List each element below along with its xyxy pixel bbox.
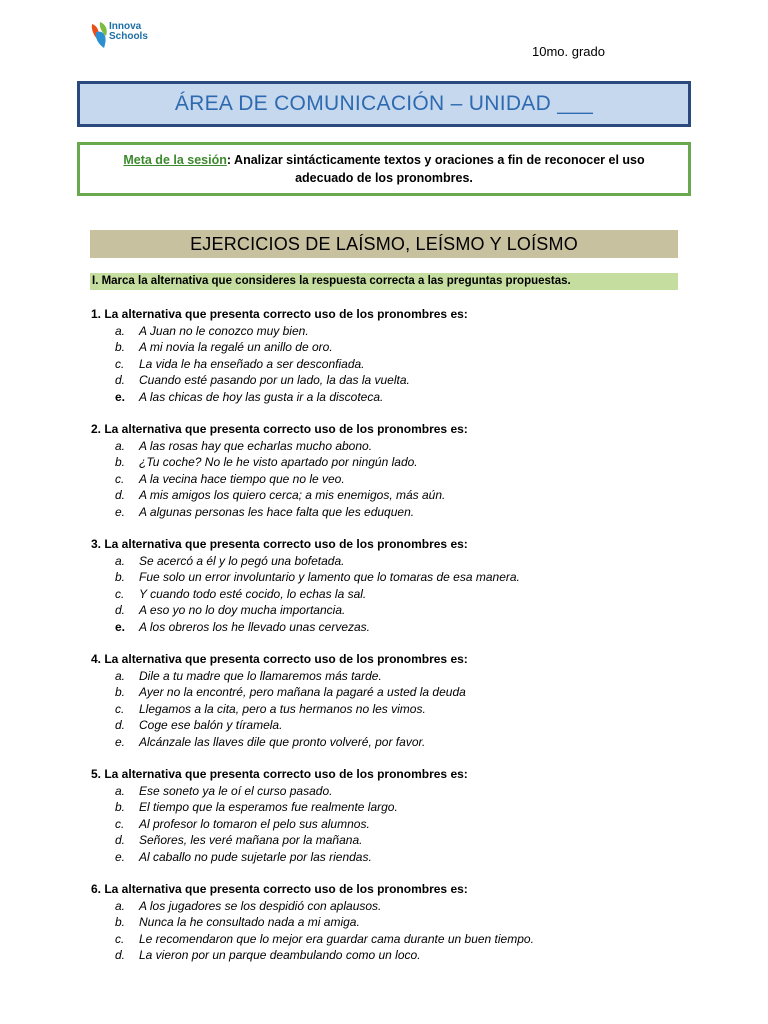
answer-option bbox=[91, 553, 691, 570]
option-text: A eso yo no lo doy mucha importancia. bbox=[139, 603, 346, 617]
option-text: Dile a tu madre que lo llamaremos más tarde. bbox=[139, 668, 382, 683]
option-text: Ese soneto ya le oí el curso pasado. bbox=[139, 783, 333, 798]
option-letter: d. bbox=[115, 718, 126, 732]
area-title-box bbox=[77, 81, 691, 127]
option-text: Fue solo un error involuntario y lamento que lo tomaras de esa manera. bbox=[139, 570, 520, 584]
question-block bbox=[91, 766, 691, 865]
session-goal-label: Meta de la sesión bbox=[123, 153, 227, 167]
option-letter: c. bbox=[115, 586, 125, 601]
answer-option bbox=[91, 323, 691, 340]
option-letter: d. bbox=[115, 603, 126, 617]
answer-option bbox=[91, 816, 691, 833]
option-text: Y cuando todo esté cocido, lo echas la sal. bbox=[139, 586, 367, 601]
option-letter: a. bbox=[115, 898, 126, 913]
exercise-title: EJERCICIOS DE LAÍSMO, LEÍSMO Y LOÍSMO bbox=[190, 233, 578, 254]
option-letter: e. bbox=[115, 389, 126, 404]
option-letter: e. bbox=[115, 504, 126, 519]
exercise-title-band bbox=[90, 230, 678, 258]
option-text: A los jugadores se los despidió con aplausos. bbox=[139, 898, 382, 913]
option-letter: b. bbox=[115, 915, 126, 929]
answer-option bbox=[91, 504, 691, 521]
option-text: A mi novia la regalé un anillo de oro. bbox=[139, 340, 333, 354]
option-text: Cuando esté pasando por un lado, la das la vuelta. bbox=[139, 373, 410, 387]
option-text: La vieron por un parque deambulando como un loco. bbox=[139, 948, 421, 962]
question-text: 4. La alternativa que presenta correcto uso de los pronombres es: bbox=[91, 652, 468, 666]
option-text: Al caballo no pude sujetarle por las riendas. bbox=[139, 849, 372, 864]
option-letter: e. bbox=[115, 734, 126, 749]
option-letter: a. bbox=[115, 668, 126, 683]
question-block bbox=[91, 536, 691, 635]
option-letter: c. bbox=[115, 471, 125, 486]
option-letter: c. bbox=[115, 701, 125, 716]
answer-option bbox=[91, 832, 691, 849]
option-letter: d. bbox=[115, 833, 126, 847]
option-text: ¿Tu coche? No le he visto apartado por ningún lado. bbox=[139, 455, 418, 469]
option-text: Ayer no la encontré, pero mañana la pagaré a usted la deuda bbox=[139, 685, 466, 699]
option-letter: c. bbox=[115, 931, 125, 946]
question-block bbox=[91, 306, 691, 405]
option-text: A Juan no le conozco muy bien. bbox=[139, 323, 309, 338]
option-text: A las rosas hay que echarlas mucho abono. bbox=[139, 438, 373, 453]
answer-option bbox=[91, 487, 691, 504]
option-letter: c. bbox=[115, 356, 125, 371]
option-text: A los obreros los he llevado unas cervezas. bbox=[139, 619, 371, 634]
question-text: 2. La alternativa que presenta correcto uso de los pronombres es: bbox=[91, 422, 468, 436]
option-letter: e. bbox=[115, 619, 126, 634]
session-goal bbox=[104, 151, 664, 187]
option-letter: b. bbox=[115, 455, 126, 469]
answer-option bbox=[91, 783, 691, 800]
answer-option bbox=[91, 389, 691, 406]
answer-option bbox=[91, 668, 691, 685]
instruction-band: I. Marca la alternativa que consideres la respuesta correcta a las preguntas propuestas. bbox=[90, 273, 678, 290]
question-text: 6. La alternativa que presenta correcto uso de los pronombres es: bbox=[91, 882, 468, 896]
area-title: ÁREA DE COMUNICACIÓN – UNIDAD ___ bbox=[174, 92, 594, 115]
innova-schools-logo bbox=[90, 20, 180, 54]
question-text: 5. La alternativa que presenta correcto uso de los pronombres es: bbox=[91, 767, 468, 781]
session-goal-box bbox=[77, 142, 691, 196]
answer-option bbox=[91, 454, 691, 471]
logo-text: Innova Schools bbox=[109, 21, 148, 42]
session-goal-separator: : bbox=[226, 153, 232, 167]
option-text: Llegamos a la cita, pero a tus hermanos no les vimos. bbox=[139, 701, 426, 716]
option-letter: d. bbox=[115, 373, 126, 387]
option-text: Le recomendaron que lo mejor era guardar cama durante un buen tiempo. bbox=[139, 931, 534, 946]
option-text: Coge ese balón y tíramela. bbox=[139, 718, 283, 732]
answer-option bbox=[91, 849, 691, 866]
answer-option bbox=[91, 684, 691, 701]
option-letter: c. bbox=[115, 816, 125, 831]
answer-option bbox=[91, 717, 691, 734]
question-block bbox=[91, 421, 691, 520]
question-block bbox=[91, 651, 691, 750]
session-goal-text: Analizar sintácticamente textos y oraciones a fin de reconocer el uso adecuado de los pronombres. bbox=[231, 153, 645, 185]
option-text: La vida le ha enseñado a ser desconfiada. bbox=[139, 356, 365, 371]
option-letter: b. bbox=[115, 570, 126, 584]
answer-option bbox=[91, 799, 691, 816]
answer-option bbox=[91, 586, 691, 603]
option-letter: b. bbox=[115, 685, 126, 699]
question-list bbox=[91, 306, 691, 980]
option-text: A algunas personas les hace falta que les eduquen. bbox=[139, 504, 415, 519]
option-text: A las chicas de hoy las gusta ir a la discoteca. bbox=[139, 389, 384, 404]
option-text: Se acercó a él y lo pegó una bofetada. bbox=[139, 553, 345, 568]
option-letter: b. bbox=[115, 340, 126, 354]
answer-option bbox=[91, 471, 691, 488]
option-letter: a. bbox=[115, 438, 126, 453]
option-text: Señores, les veré mañana por la mañana. bbox=[139, 833, 363, 847]
option-text: A mis amigos los quiero cerca; a mis enemigos, más aún. bbox=[139, 488, 446, 502]
option-letter: b. bbox=[115, 800, 126, 814]
question-block bbox=[91, 881, 691, 964]
answer-option bbox=[91, 898, 691, 915]
answer-option bbox=[91, 569, 691, 586]
grade-label: 10mo. grado bbox=[532, 44, 605, 59]
answer-option bbox=[91, 619, 691, 636]
answer-option bbox=[91, 701, 691, 718]
answer-option bbox=[91, 339, 691, 356]
answer-option bbox=[91, 914, 691, 931]
answer-option bbox=[91, 734, 691, 751]
answer-option bbox=[91, 372, 691, 389]
option-letter: d. bbox=[115, 948, 126, 962]
option-letter: a. bbox=[115, 553, 126, 568]
answer-option bbox=[91, 602, 691, 619]
answer-option bbox=[91, 947, 691, 964]
option-letter: a. bbox=[115, 323, 126, 338]
option-text: A la vecina hace tiempo que no le veo. bbox=[139, 471, 345, 486]
answer-option bbox=[91, 931, 691, 948]
option-text: Alcánzale las llaves dile que pronto volveré, por favor. bbox=[139, 734, 426, 749]
option-text: Nunca la he consultado nada a mi amiga. bbox=[139, 915, 360, 929]
answer-option bbox=[91, 438, 691, 455]
option-letter: e. bbox=[115, 849, 126, 864]
option-text: El tiempo que la esperamos fue realmente largo. bbox=[139, 800, 398, 814]
answer-option bbox=[91, 356, 691, 373]
option-letter: a. bbox=[115, 783, 126, 798]
option-letter: d. bbox=[115, 488, 126, 502]
option-text: Al profesor lo tomaron el pelo sus alumnos. bbox=[139, 816, 370, 831]
question-text: 3. La alternativa que presenta correcto uso de los pronombres es: bbox=[91, 537, 468, 551]
question-text: 1. La alternativa que presenta correcto uso de los pronombres es: bbox=[91, 307, 468, 321]
